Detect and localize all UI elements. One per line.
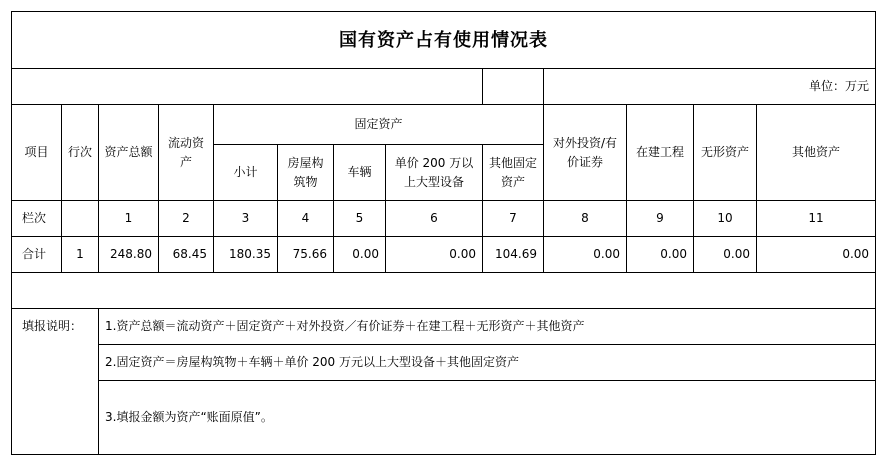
blank-row (12, 273, 876, 309)
blank-cell (12, 69, 483, 105)
total-value: 180.35 (214, 237, 278, 273)
note-line: 2.固定资产＝房屋构筑物＋车辆＋单价 200 万元以上大型设备＋其他固定资产 (99, 345, 876, 381)
unit-label: 单位：万元 (544, 69, 876, 105)
unit-row (12, 69, 876, 105)
total-value: 0.00 (627, 237, 694, 273)
header-subtotal: 小计 (214, 145, 278, 201)
total-row-no: 1 (62, 237, 99, 273)
header-buildings: 房屋构筑物 (278, 145, 334, 201)
column-number: 10 (694, 201, 757, 237)
total-value: 0.00 (386, 237, 483, 273)
column-number: 2 (159, 201, 214, 237)
header-other-assets: 其他资产 (757, 105, 876, 201)
column-number: 6 (386, 201, 483, 237)
header-total-assets: 资产总额 (99, 105, 159, 201)
header-large-equipment: 单价 200 万以上大型设备 (386, 145, 483, 201)
header-construction: 在建工程 (627, 105, 694, 201)
total-value: 248.80 (99, 237, 159, 273)
assets-table (11, 11, 876, 455)
column-number: 1 (99, 201, 159, 237)
blank-cell (62, 201, 99, 237)
note-row-3 (12, 381, 876, 455)
header-item: 项目 (12, 105, 62, 201)
blank-cell (12, 273, 876, 309)
column-number: 11 (757, 201, 876, 237)
notes-label: 填报说明： (12, 309, 99, 455)
note-line: 1.资产总额＝流动资产＋固定资产＋对外投资／有价证券＋在建工程＋无形资产＋其他资产 (99, 309, 876, 345)
total-value: 0.00 (757, 237, 876, 273)
header-fixed-assets: 固定资产 (214, 105, 544, 145)
header-other-fixed: 其他固定资产 (483, 145, 544, 201)
column-row-label: 栏次 (12, 201, 62, 237)
header-row-1 (12, 105, 876, 145)
note-line: 3.填报金额为资产“账面原值”。 (99, 381, 876, 455)
note-row-2 (12, 345, 876, 381)
column-number: 4 (278, 201, 334, 237)
column-number: 8 (544, 201, 627, 237)
column-number: 7 (483, 201, 544, 237)
header-current-assets: 流动资产 (159, 105, 214, 201)
total-value: 104.69 (483, 237, 544, 273)
total-value: 0.00 (334, 237, 386, 273)
page-title: 国有资产占有使用情况表 (12, 12, 876, 69)
note-row-1 (12, 309, 876, 345)
column-number: 9 (627, 201, 694, 237)
header-intangible: 无形资产 (694, 105, 757, 201)
total-row-label: 合计 (12, 237, 62, 273)
total-value: 0.00 (694, 237, 757, 273)
total-value: 68.45 (159, 237, 214, 273)
blank-cell (483, 69, 544, 105)
header-row-no: 行次 (62, 105, 99, 201)
header-investments: 对外投资/有价证券 (544, 105, 627, 201)
column-number: 5 (334, 201, 386, 237)
total-row (12, 237, 876, 273)
column-number-row (12, 201, 876, 237)
header-vehicles: 车辆 (334, 145, 386, 201)
title-row (12, 12, 876, 69)
column-number: 3 (214, 201, 278, 237)
total-value: 75.66 (278, 237, 334, 273)
total-value: 0.00 (544, 237, 627, 273)
